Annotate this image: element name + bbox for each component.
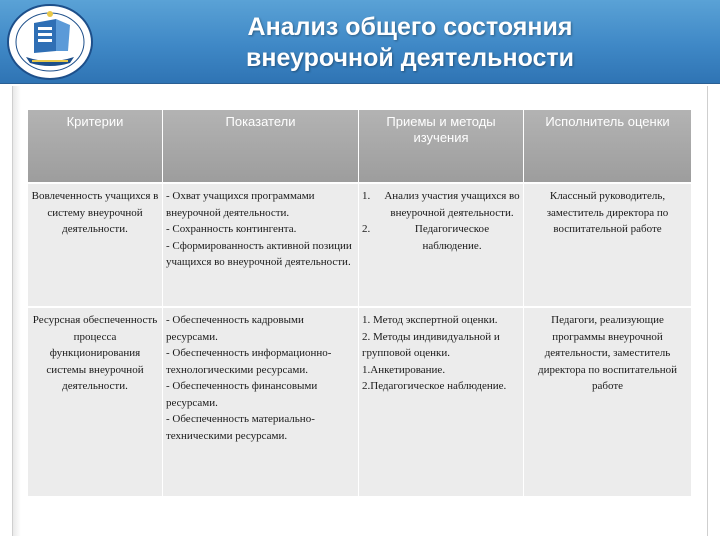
indicator-item: - Обеспеченность материально-техническими ресурсами. [166, 413, 315, 442]
method-item: 1. Метод экспертной оценки. [362, 314, 498, 326]
method-item: 2.Педагогическое наблюдение. [362, 380, 507, 392]
frame-accent [13, 86, 21, 536]
indicators-cell [163, 306, 359, 496]
school-emblem-icon [6, 3, 94, 81]
indicator-item: - Сформированность активной позиции учащихся во внеурочной деятельности. [166, 239, 352, 268]
method-text: Анализ участия учащихся во внеурочной деятельности. [384, 190, 520, 219]
table-row [28, 306, 691, 496]
evaluator-cell: Классный руководитель, заместитель директора по воспитательной работе [524, 182, 691, 306]
method-item: 2. Методы индивидуальной и групповой оценки. [362, 330, 500, 359]
title-line-1: Анализ общего состояния [247, 13, 573, 41]
column-header-criteria: Критерии [28, 110, 163, 182]
assessment-table [28, 110, 691, 496]
indicator-item: - Сохранность контингента. [166, 223, 297, 235]
column-header-evaluator: Исполнитель оценки [524, 110, 691, 182]
methods-cell [359, 306, 524, 496]
title-line-2: внеурочной деятельности [245, 44, 575, 72]
indicator-item: - Обеспеченность кадровыми ресурсами. [166, 314, 304, 343]
method-text: Педагогическое наблюдение. [414, 223, 490, 252]
method-item [362, 221, 520, 254]
indicator-item: - Обеспеченность информационно-технологическими ресурсами. [166, 347, 332, 376]
column-header-indicators: Показатели [163, 110, 359, 182]
table-row [28, 182, 691, 306]
indicator-item: - Обеспеченность финансовыми ресурсами. [166, 380, 318, 409]
indicators-cell [163, 182, 359, 306]
method-item: 1.Анкетирование. [362, 363, 446, 376]
header-banner [0, 0, 720, 84]
page-title [130, 12, 690, 74]
method-number: 1. [362, 190, 371, 202]
column-header-methods: Приемы и методы изучения [359, 110, 524, 182]
criterion-cell: Ресурсная обеспеченность процесса функционирования системы внеурочной деятельности. [28, 306, 163, 496]
evaluator-cell: Педагоги, реализующие программы внеурочной деятельности, заместитель директора по воспитательной работе [524, 306, 691, 496]
method-item [362, 188, 520, 221]
criterion-cell: Вовлеченность учащихся в систему внеурочной деятельности. [28, 182, 163, 306]
method-number: 2. [362, 223, 371, 235]
table-header-row [28, 110, 691, 182]
methods-cell [359, 182, 524, 306]
indicator-item: - Охват учащихся программами внеурочной деятельности. [166, 190, 315, 219]
